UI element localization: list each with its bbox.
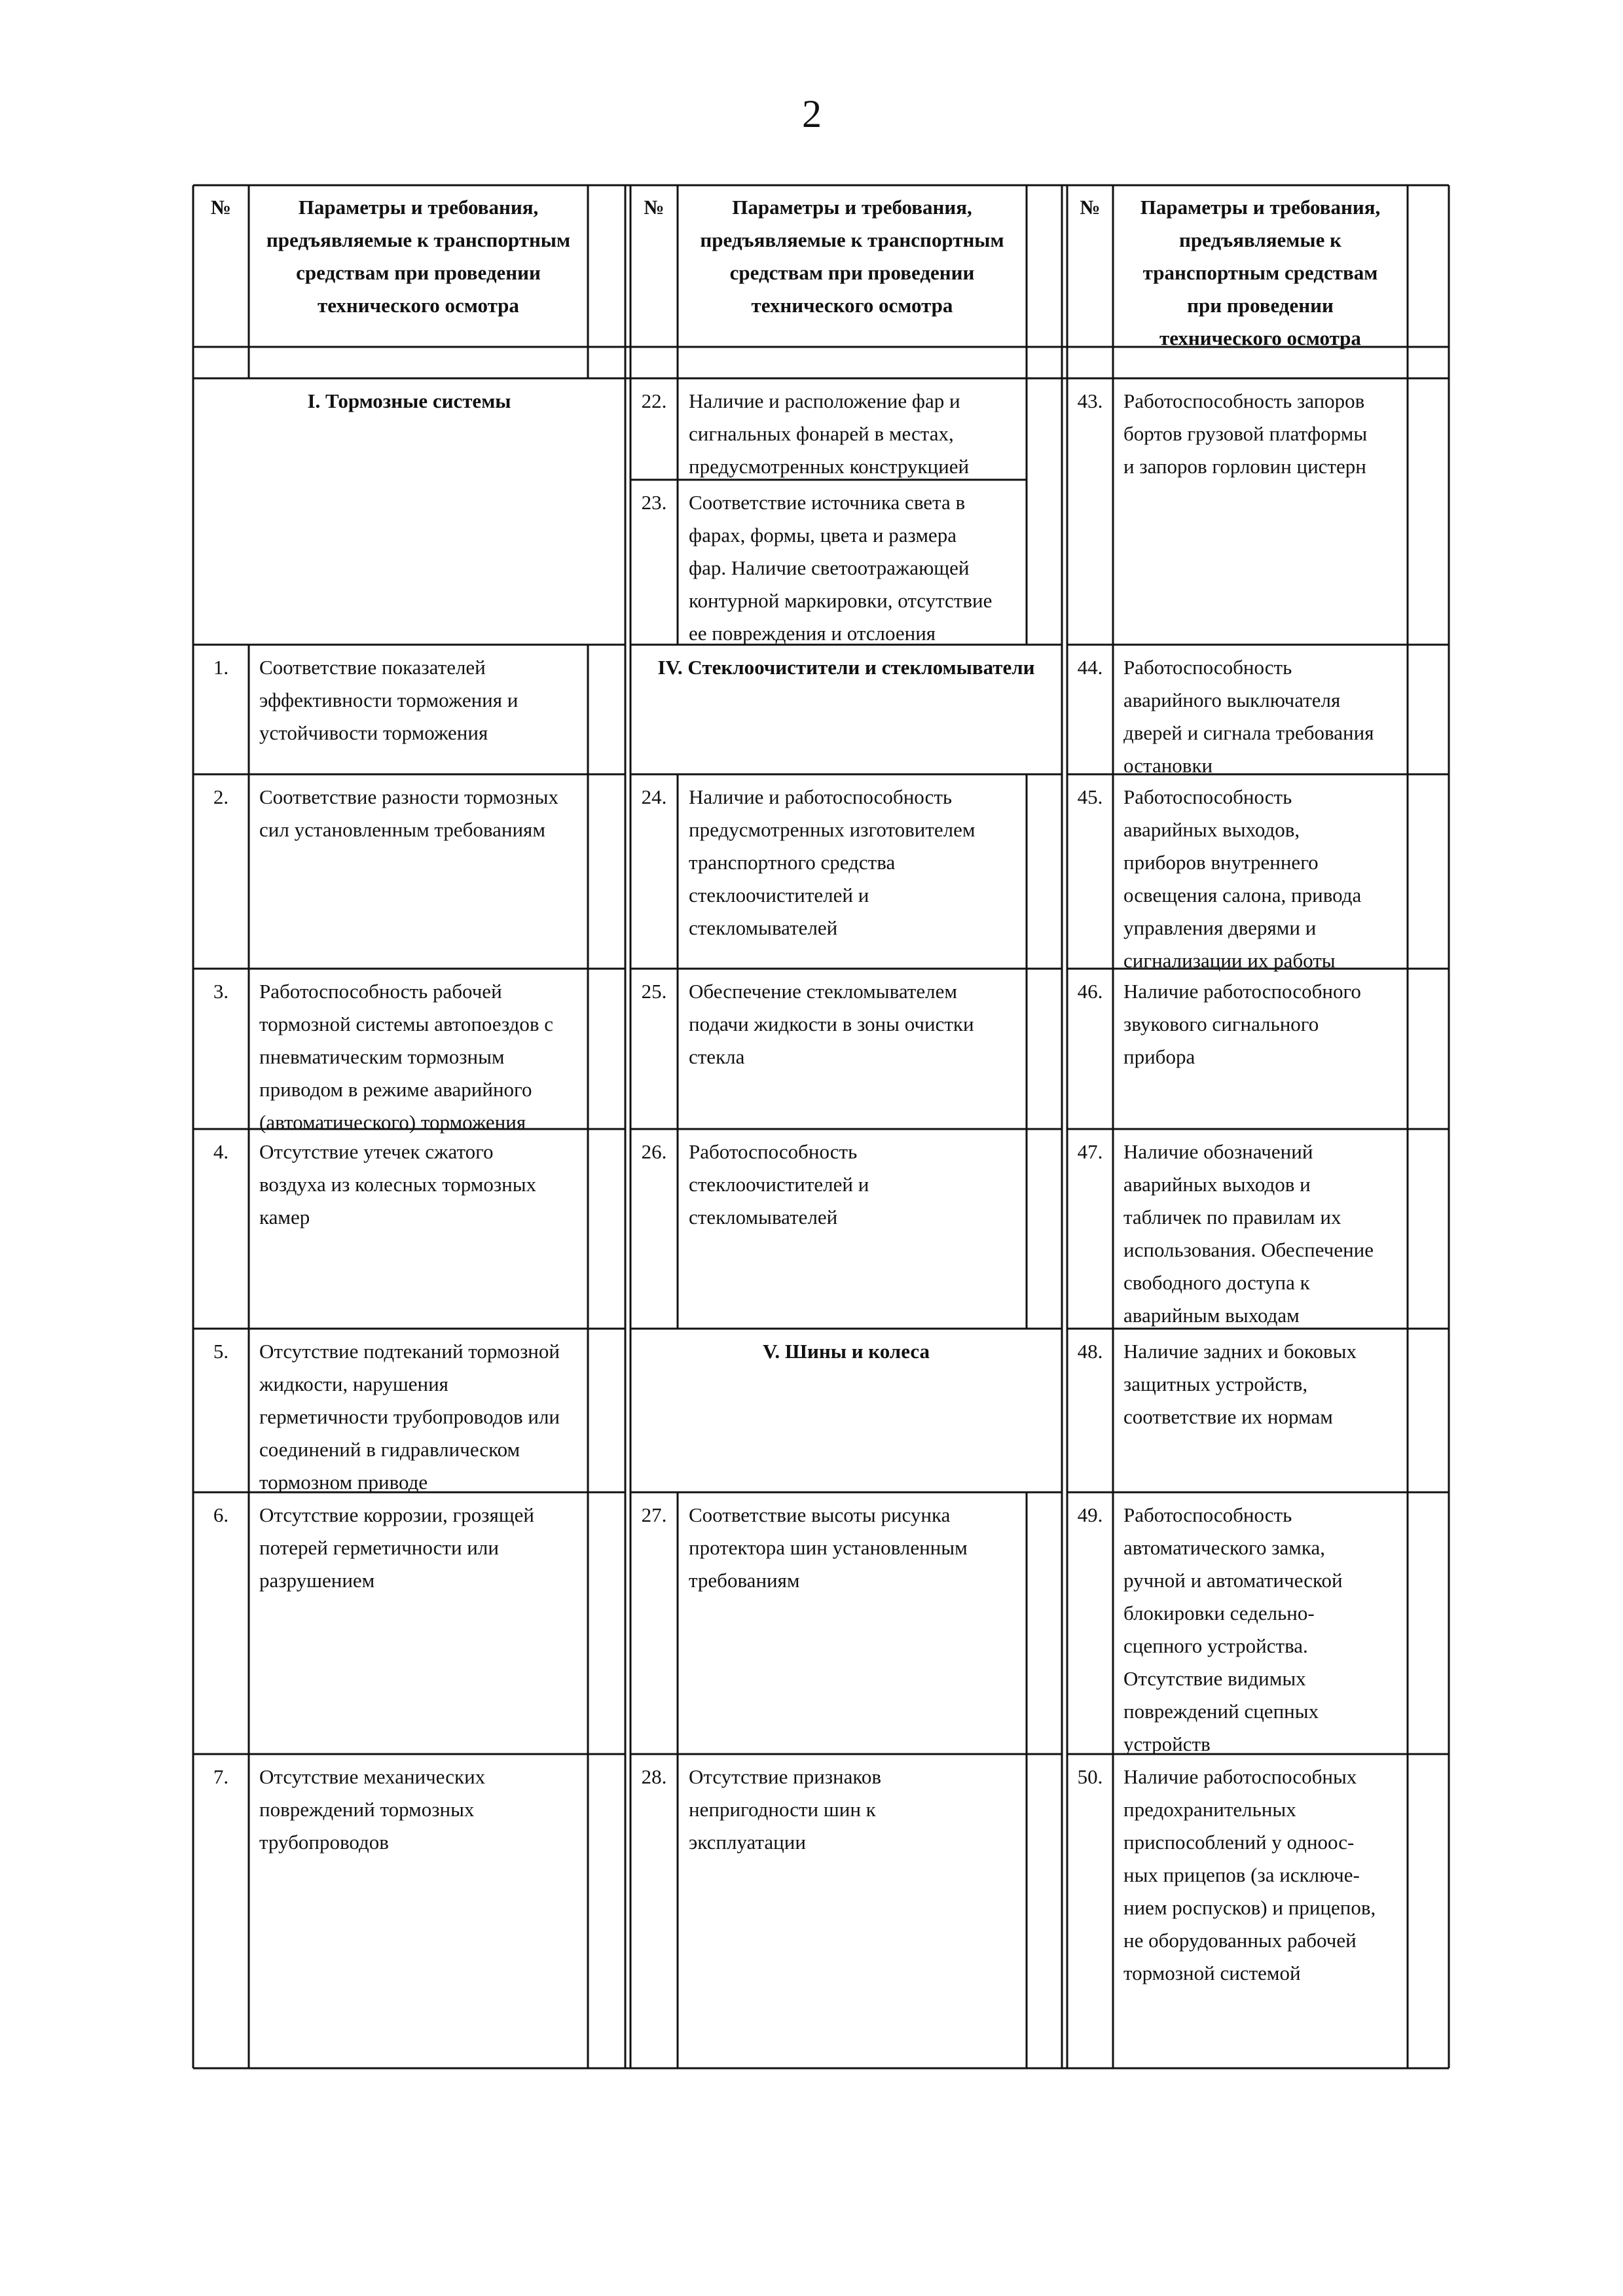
row-text: Работоспособность запоров бортов грузовой платформы и запоров горловин цистерн (1123, 389, 1368, 478)
row-text: Работоспособность рабочей тормозной системы автопоездов с пневматическим тормозным приводом в режиме аварийного (автоматического) торможения (259, 980, 554, 1134)
row-number: 22. (641, 389, 667, 412)
header-params-1: Параметры и требования, предъявляемые к транспортным средствам при проведении технического осмотра (266, 196, 571, 317)
row-number: 2. (213, 785, 229, 808)
row-number: 47. (1077, 1140, 1103, 1163)
row-number: 48. (1077, 1340, 1103, 1363)
row-number: 7. (213, 1765, 229, 1788)
row-text: Наличие работоспособного звукового сигнального прибора (1123, 980, 1361, 1068)
row-text: Наличие обозначений аварийных выходов и табличек по правилам их использования. Обеспечение свободного доступа к аварийным выходам (1123, 1140, 1374, 1327)
row-text: Наличие и расположение фар и сигнальных фонарей в местах, предусмотренных конструкцией (689, 389, 970, 478)
row-text: Отсутствие признаков непригодности шин к эксплуатации (689, 1765, 882, 1854)
section-title-brakes: I. Тормозные системы (307, 389, 511, 412)
row-number: 3. (213, 980, 229, 1003)
header-params-3: Параметры и требования, предъявляемые к транспортным средствам при проведении технического осмотра (1140, 196, 1381, 350)
row-number: 45. (1077, 785, 1103, 808)
row-number: 46. (1077, 980, 1103, 1003)
row-text: Наличие задних и боковых защитных устройств, соответствие их нормам (1123, 1340, 1357, 1428)
row-number: 26. (641, 1140, 667, 1163)
row-number: 27. (641, 1503, 667, 1526)
row-text: Отсутствие утечек сжатого воздуха из колесных тормозных камер (259, 1140, 537, 1229)
row-number: 49. (1077, 1503, 1103, 1526)
row-text: Работоспособность стеклоочистителей и стекломывателей (689, 1140, 869, 1229)
row-number: 6. (213, 1503, 229, 1526)
row-text: Работоспособность аварийного выключателя дверей и сигнала требования остановки (1123, 656, 1374, 777)
row-text: Соответствие высоты рисунка протектора шин установленным требованиям (689, 1503, 968, 1592)
row-number: 23. (641, 491, 667, 514)
row-number: 25. (641, 980, 667, 1003)
row-number: 44. (1077, 656, 1103, 679)
row-text: Соответствие показателей эффективности торможения и устойчивости торможения (259, 656, 519, 744)
header-num-3: № (1080, 196, 1101, 219)
section-title-tyres: V. Шины и колеса (763, 1340, 930, 1363)
row-text: Отсутствие подтеканий тормозной жидкости, нарушения герметичности трубопроводов или соединений в гидравлическом тормозном приводе (259, 1340, 560, 1494)
header-params-2: Параметры и требования, предъявляемые к транспортным средствам при проведении технического осмотра (700, 196, 1004, 317)
row-number: 24. (641, 785, 667, 808)
header-num-1: № (210, 196, 232, 219)
header-num-2: № (644, 196, 665, 219)
row-text: Работоспособность автоматического замка, ручной и автоматической блокировки седельно- сцепного устройства. Отсутствие видимых повреждений сцепных устройств (1123, 1503, 1343, 1755)
row-number: 28. (641, 1765, 667, 1788)
row-text: Наличие работоспособных предохранительных приспособлений у одноос- ных прицепов (за исключе- нием роспусков) и прицепов, не оборудованных рабочей тормозной системой (1123, 1765, 1376, 1984)
section-title-wipers: IV. Стеклоочистители и стекломыватели (657, 656, 1035, 679)
row-number: 50. (1077, 1765, 1103, 1788)
row-number: 1. (213, 656, 229, 679)
row-text: Соответствие источника света в фарах, формы, цвета и размера фар. Наличие светоотражающей контурной маркировки, отсутствие ее повреждения и отслоения (689, 491, 993, 645)
row-text: Отсутствие коррозии, грозящей потерей герметичности или разрушением (259, 1503, 534, 1592)
row-text: Обеспечение стекломывателем подачи жидкости в зоны очистки стекла (689, 980, 974, 1068)
row-text: Работоспособность аварийных выходов, приборов внутреннего освещения салона, привода управления дверями и сигнализации их работы (1123, 785, 1362, 972)
row-number: 5. (213, 1340, 229, 1363)
row-text: Отсутствие механических повреждений тормозных трубопроводов (259, 1765, 486, 1854)
row-text: Соответствие разности тормозных сил установленным требованиям (259, 785, 558, 841)
page-number: 2 (802, 92, 822, 135)
row-number: 43. (1077, 389, 1103, 412)
row-number: 4. (213, 1140, 229, 1163)
row-text: Наличие и работоспособность предусмотренных изготовителем транспортного средства стеклоочистителей и стекломывателей (689, 785, 976, 939)
